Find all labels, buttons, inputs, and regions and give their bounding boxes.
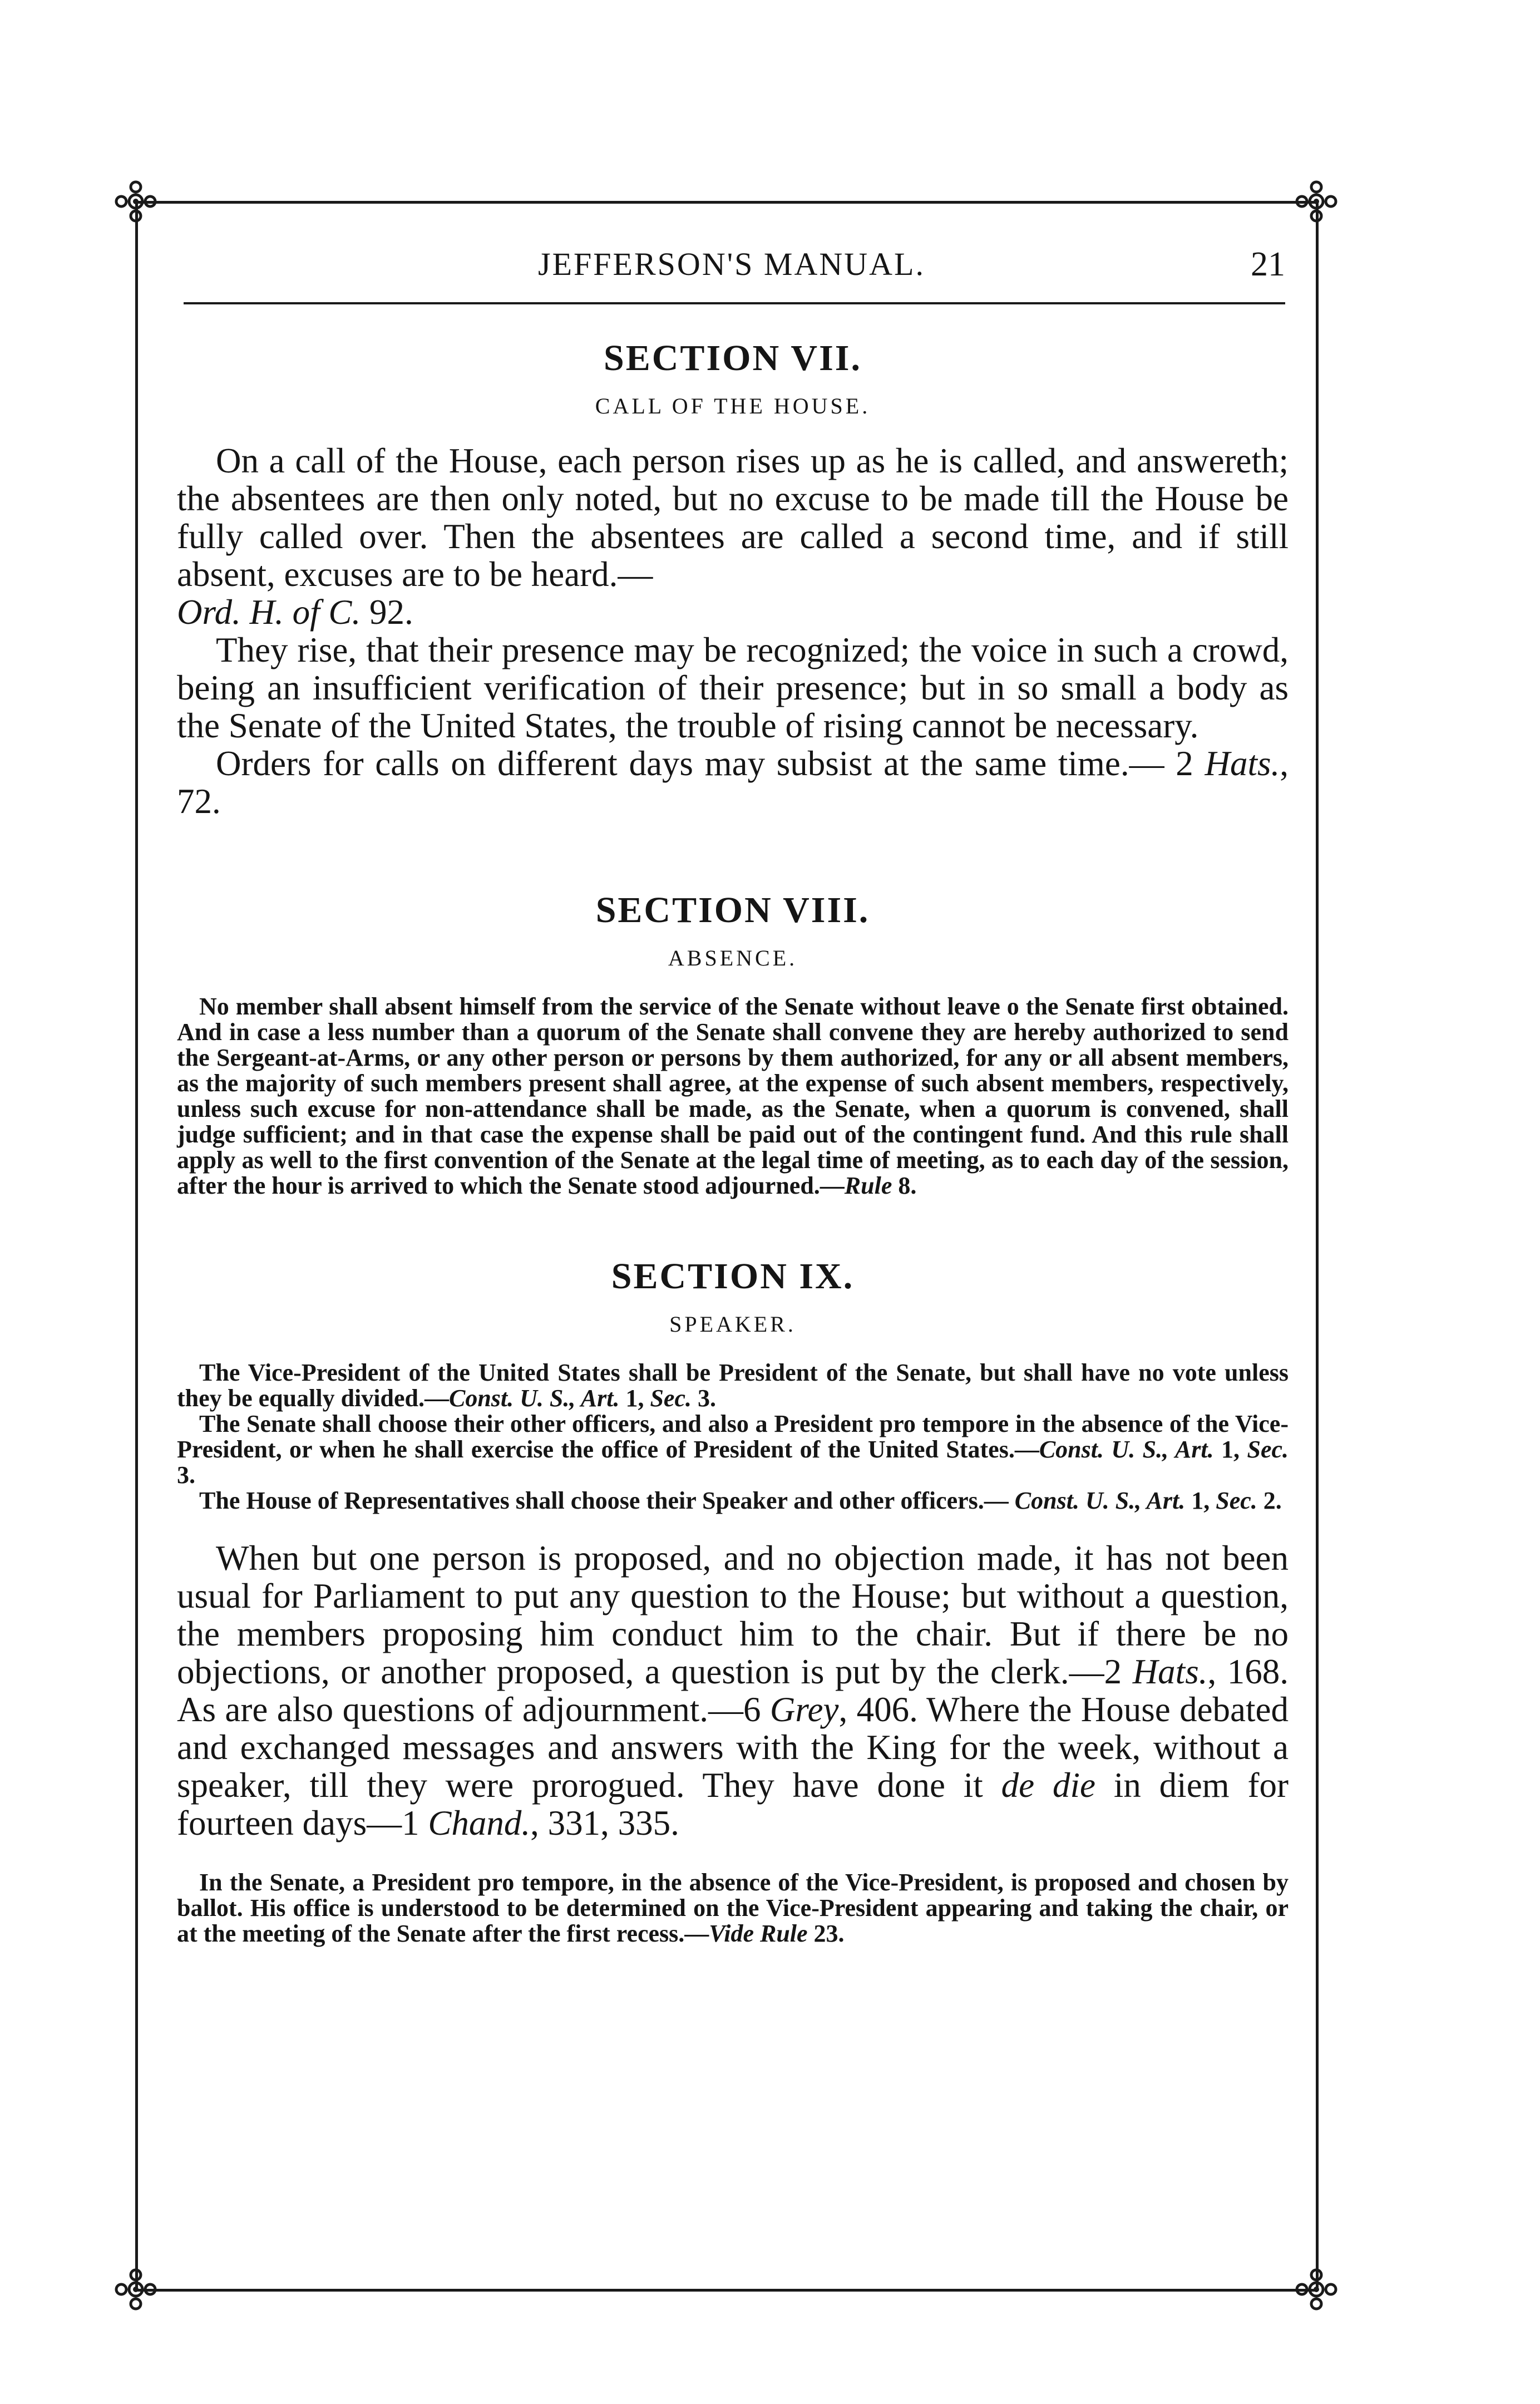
citation-number: 1, [619,1385,650,1412]
citation: Vide Rule [709,1920,808,1947]
citation: Hats. [1205,744,1280,783]
page-body [177,334,1289,1947]
citation: Hats. [1132,1652,1208,1691]
corner-ornament-icon [1290,175,1343,228]
citation: Rule [844,1172,892,1199]
citation-number: 3. [177,1461,195,1489]
page-number: 21 [1251,245,1285,283]
frame-bottom-rule [135,2289,1316,2292]
header-rule [184,302,1285,304]
paragraph-text: No member shall absent himself from the service of the Senate without leave o the Senate first obtained. And in case a less number than a quorum of the Senate shall convene they are hereby authorized to send the Sergeant-at-Arms, or any other person or persons by them authorized, for any or all absent members, as the majority of such members present shall agree, at the expense of such absent members, respectively, unless such excuse for non-attendance shall be made, as the Senate, when a quorum is convened, shall judge sufficient; and in that case the expense shall be paid out of the contingent fund. And this rule shall apply as well to the first convention of the Senate at the legal time of meeting, as to each day of the session, after the hour is arrived to which the Senate stood adjourned.— [177,993,1289,1199]
citation-number: 8. [892,1172,917,1199]
citation: Const. U. S., Art. [448,1385,620,1412]
running-title: JEFFERSON'S MANUAL. [538,246,925,282]
rule-text [177,994,1289,1199]
paragraph [177,745,1289,820]
paragraph [177,631,1289,745]
paragraph-text: The Senate shall choose their other officers, and also a President pro tempore in the absence of the Vice-President, or when he shall exercise the office of President of the United States.— [177,1410,1289,1463]
frame-left-rule [135,201,138,2289]
citation: de die [1001,1766,1095,1805]
section-title: SECTION VII. [604,338,862,378]
citation-number: 3. [691,1385,716,1412]
corner-ornament-icon [109,175,162,228]
citation: Grey [769,1690,839,1729]
citation: Sec. [1216,1487,1257,1514]
frame-top-rule [135,201,1316,204]
paragraph-text: The House of Representatives shall choose their Speaker and other officers.— [199,1487,1015,1514]
paragraph [177,1539,1289,1842]
citation: Chand. [428,1804,531,1843]
citation: Sec. [1247,1436,1289,1463]
paragraph-text: On a call of the House, each person rises up as he is called, and answereth; the absentees are then only noted, but no excuse to be made till the House be fully called over. Then the absentees are called a second time, and if still absent, excuses are to be heard.— [177,441,1289,594]
frame-right-rule [1316,201,1319,2289]
citation: Ord. H. of C. [177,593,361,632]
citation: Const. U. S., Art. [1014,1487,1186,1514]
paragraph-text: , 168. As are also questions of adjournment.—6 [177,1652,1289,1729]
paragraph-text: When but one person is proposed, and no objection made, it has not been usual for Parliament to put any question to the House; but without a question, the members proposing him conduct him to the chair. But if there be no objections, or another proposed, a question is put by the clerk.—2 [177,1539,1289,1691]
section-subtitle: SPEAKER. [669,1312,796,1337]
page-header [178,239,1285,289]
citation: Sec. [650,1385,692,1412]
section-title: SECTION IX. [611,1256,855,1297]
citation: Const. U. S., Art. [1039,1436,1214,1463]
paragraph-text: , 331, 335. [530,1804,679,1843]
section-subtitle: ABSENCE. [668,945,798,971]
citation-number: , 72. [177,744,1289,821]
paragraph [177,442,1289,631]
constitution-clause [177,1488,1289,1514]
corner-ornament-icon [109,2263,162,2316]
senate-note [177,1870,1289,1947]
constitution-clause [177,1411,1289,1488]
citation-number: 92. [361,593,413,632]
paragraph-text: The Vice-President of the United States shall be President of the Senate, but shall have no vote unless they be equally divided.— [177,1359,1289,1412]
citation-number: 2. [1257,1487,1282,1514]
paragraph-text: In the Senate, a President pro tempore, in the absence of the Vice-President, is proposed and chosen by ballot. His office is understood to be determined on the Vice-President appearing and taking the chair, or at the meeting of the Senate after the first recess.— [177,1869,1289,1947]
citation-number: 1, [1185,1487,1216,1514]
section-title: SECTION VIII. [595,890,870,930]
citation-number: 23. [807,1920,845,1947]
paragraph-text: in diem for fourteen days—1 [177,1766,1289,1843]
corner-ornament-icon [1290,2263,1343,2316]
citation-number: 1, [1213,1436,1247,1463]
constitution-clause [177,1360,1289,1411]
paragraph-text: Orders for calls on different days may subsist at the same time.— 2 [216,744,1205,783]
paragraph-text: They rise, that their presence may be recognized; the voice in such a crowd, being an insufficient verification of their presence; but in so small a body as the Senate of the United States, the trouble of rising cannot be necessary. [177,630,1289,745]
section-subtitle: CALL OF THE HOUSE. [595,393,871,418]
paragraph-text: , 406. Where the House debated and exchanged messages and answers with the King for the week, without a speaker, till they were prorogued. They have done it [177,1690,1289,1805]
